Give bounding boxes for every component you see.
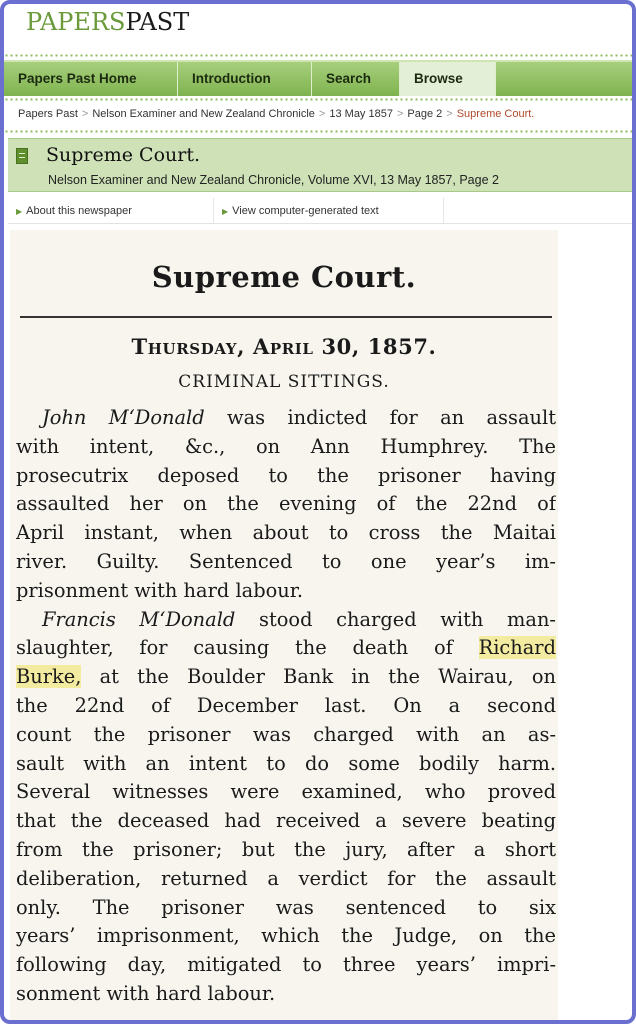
- scan-text-line: [16, 663, 556, 692]
- scan-text-line: [16, 951, 556, 980]
- line-text: prosecutrix deposed to the prisoner having: [16, 463, 556, 487]
- line-text: was indicted for an assault: [204, 406, 556, 429]
- scan-text-line: [16, 462, 556, 491]
- line-text: April instant, when about to cross the Maitai: [16, 521, 556, 545]
- article-title: Supreme Court.: [46, 144, 201, 166]
- line-text: slaughter, for causing the death of: [16, 636, 479, 660]
- arrow-right-icon: ▶: [16, 207, 23, 216]
- breadcrumb-separator: >: [81, 108, 89, 120]
- line-text: the 22nd of December last. On a second: [16, 693, 556, 717]
- line-text: sault with an intent to do some bodily harm.: [16, 751, 556, 775]
- line-text: that the deceased had received a severe beating: [16, 809, 556, 833]
- nav-introduction[interactable]: Introduction: [178, 62, 312, 96]
- view-text-label: View computer-generated text: [232, 205, 379, 217]
- breadcrumb-separator: >: [318, 108, 326, 120]
- scan-text-line: [16, 433, 556, 462]
- scan-text-line: [16, 922, 556, 951]
- scan-text-line: [16, 721, 556, 750]
- scan-text-line: [16, 778, 556, 807]
- search-highlight: Burke,: [16, 665, 82, 689]
- nav-browse[interactable]: Browse: [400, 62, 496, 96]
- scan-text-line: [16, 807, 556, 836]
- nav-search[interactable]: Search: [312, 62, 400, 96]
- line-text: only. The prisoner was sentenced to six: [16, 895, 556, 919]
- logo-papers-text: PAPERS: [26, 8, 126, 36]
- breadcrumb-papers-past[interactable]: Papers Past: [18, 108, 78, 120]
- scan-text-line: [16, 577, 556, 606]
- scan-text-line: [16, 548, 556, 577]
- document-icon: [16, 148, 28, 164]
- logo-past-text: PAST: [125, 8, 190, 36]
- scan-heading: Supreme Court.: [151, 260, 417, 294]
- breadcrumb-date[interactable]: 13 May 1857: [329, 108, 393, 120]
- line-text: prisonment with hard labour.: [16, 578, 304, 602]
- line-text: Several witnesses were examined, who proved: [16, 780, 556, 804]
- scan-text-line: [16, 980, 556, 1009]
- about-newspaper-label: About this newspaper: [26, 205, 132, 217]
- scan-text-line: [16, 634, 556, 663]
- person-name: John M‘Donald: [42, 406, 205, 429]
- breadcrumb-separator: >: [396, 108, 404, 120]
- line-text: assaulted her on the evening of the 22nd of: [16, 492, 556, 516]
- newspaper-scan: [10, 230, 558, 1024]
- scan-text-line: [16, 836, 556, 865]
- about-newspaper-link[interactable]: [8, 198, 214, 224]
- papers-past-logo[interactable]: [26, 8, 189, 36]
- article-title-bar: [8, 138, 632, 192]
- nav-dots-bottom: [4, 98, 632, 101]
- title-dots: [4, 130, 632, 133]
- scan-text-line: [16, 692, 556, 721]
- line-text: river. Guilty. Sentenced to one year’s im-: [16, 549, 556, 573]
- line-text: sonment with hard labour.: [16, 981, 276, 1005]
- line-text: years’ imprisonment, which the Judge, on the: [16, 924, 556, 948]
- search-highlight: Richard: [478, 636, 556, 660]
- scan-date: Thursday, April 30, 1857.: [131, 334, 437, 359]
- person-name: Francis M‘Donald: [42, 607, 236, 631]
- line-text: at the Boulder Bank in the Wairau, on: [81, 665, 556, 689]
- article-links: [8, 198, 632, 224]
- line-text: following day, mitigated to three years’ impri-: [16, 953, 556, 977]
- scan-rule: [20, 316, 552, 318]
- scan-text-line: [16, 865, 556, 894]
- line-text: from the prisoner; but the jury, after a short: [16, 837, 556, 861]
- breadcrumb: [18, 108, 534, 120]
- scan-text-line: [16, 490, 556, 519]
- main-nav: [4, 60, 632, 96]
- breadcrumb-current: Supreme Court.: [456, 108, 535, 120]
- scan-text-line: [16, 606, 556, 635]
- view-text-link[interactable]: [214, 198, 444, 224]
- scan-text-line: [16, 404, 556, 433]
- article-source: Nelson Examiner and New Zealand Chronicle, Volume XVI, 13 May 1857, Page 2: [48, 173, 499, 187]
- nav-dots-top: [4, 54, 632, 57]
- breadcrumb-newspaper[interactable]: Nelson Examiner and New Zealand Chronicle: [92, 108, 315, 120]
- breadcrumb-separator: >: [446, 108, 453, 120]
- line-text: count the prisoner was charged with an as-: [16, 722, 556, 746]
- scan-text-line: [16, 750, 556, 779]
- line-text: with intent, &c., on Ann Humphrey. The: [16, 434, 556, 458]
- breadcrumb-page[interactable]: Page 2: [407, 108, 443, 120]
- scan-text-line: [16, 894, 556, 923]
- scan-section: CRIMINAL SITTINGS.: [178, 372, 390, 392]
- scan-body: [16, 404, 556, 1009]
- scan-text-line: [16, 519, 556, 548]
- nav-home[interactable]: Papers Past Home: [4, 62, 178, 96]
- line-text: deliberation, returned a verdict for the assault: [16, 866, 556, 890]
- line-text: stood charged with man-: [235, 607, 556, 631]
- arrow-right-icon: ▶: [222, 207, 229, 216]
